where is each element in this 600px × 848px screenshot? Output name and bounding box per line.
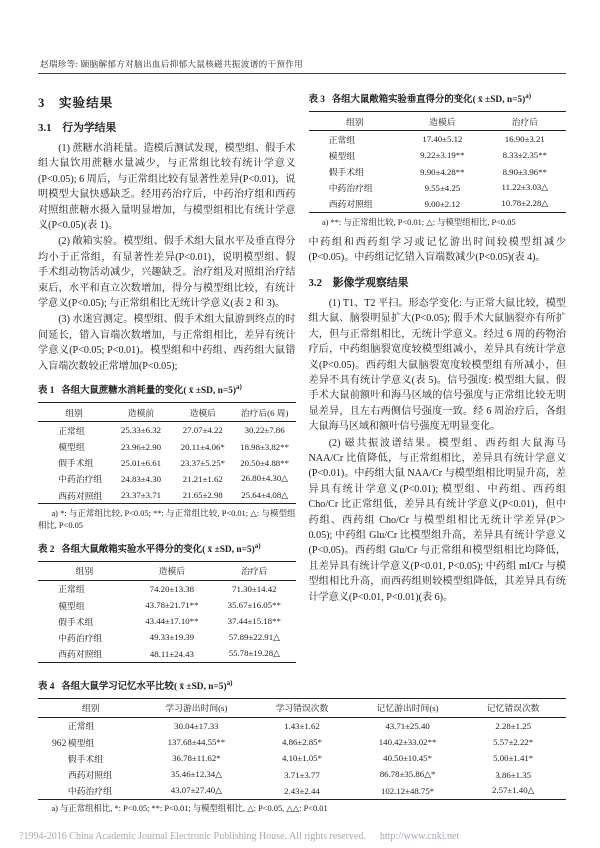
table-cell: 中药治疗组 bbox=[58, 632, 103, 643]
header-divider bbox=[38, 73, 566, 74]
column-header: 记忆游出时间(s) bbox=[355, 698, 461, 717]
section-heading-results: 3 实验结果 bbox=[38, 96, 114, 110]
table-row bbox=[38, 455, 296, 471]
column-header: 组别 bbox=[38, 403, 110, 422]
running-head: 赵瑞珍等: 颐脑解郁方对脑出血后抑郁大鼠核磁共振波谱的干预作用 bbox=[40, 59, 304, 69]
table-row bbox=[38, 646, 296, 663]
table-cell: 9.00±2.12 bbox=[424, 198, 461, 209]
table-cell: 模型组 bbox=[58, 442, 85, 452]
table-stat-note: ( x̄ ±SD, n=5) bbox=[472, 95, 526, 106]
table-header-row bbox=[38, 403, 296, 422]
table-cell: 23.96±2.90 bbox=[120, 441, 161, 452]
two-column-layout bbox=[38, 86, 566, 668]
table-cell: 71.30±14.42 bbox=[232, 583, 277, 594]
table-cell: 23.37±5.25* bbox=[180, 457, 225, 468]
table-row bbox=[309, 131, 567, 148]
column-header: 造模前 bbox=[110, 403, 172, 422]
table-title-text: 各组大鼠敞箱实验水平得分的变化 bbox=[61, 544, 203, 555]
table-row bbox=[38, 422, 296, 439]
table-row bbox=[38, 613, 296, 629]
table-cell: 中药治疗组 bbox=[67, 786, 112, 797]
column-header: 组别 bbox=[38, 698, 144, 717]
table-footnote-marker: a) bbox=[236, 383, 242, 392]
table-title-text: 各组大鼠蔗糖水消耗量的变化 bbox=[61, 386, 184, 397]
table-cell: 55.78±19.28△ bbox=[228, 648, 280, 659]
table-label: 表 1 bbox=[38, 386, 55, 397]
table-cell: 30.22±7.86 bbox=[244, 425, 285, 436]
table-cell: 40.50±10.45* bbox=[383, 753, 432, 764]
table-4-learning-memory bbox=[38, 677, 566, 816]
column-header: 造模后 bbox=[131, 561, 213, 580]
table-3-title bbox=[309, 90, 567, 107]
table-cell: 假手术组 bbox=[58, 616, 94, 627]
table-header-row bbox=[38, 561, 296, 580]
table-1-sucrose-consumption bbox=[38, 381, 296, 533]
subsection-heading-behavior: 3.1 行为学结果 bbox=[38, 122, 117, 134]
table-title-text: 各组大鼠学习记忆水平比较 bbox=[61, 681, 174, 692]
table-1-title bbox=[38, 381, 296, 398]
paragraph-sucrose: (1) 蔗糖水消耗量。造模后测试发现，模型组、假手术组大鼠饮用蔗糖水量减少，与正常组比较有统计学意义(P<0.05); 6 周后，与正常组比较有显著性差异(P<0.01)，说明模型大鼠快感缺乏。经用药治疗后，中药治疗组和西药对照组蔗糖水摄入量明显增加，与模型组相比有统计学意义(P<0.05)(表 1)。 bbox=[38, 143, 296, 232]
table-cell: 8.90±3.96** bbox=[502, 166, 547, 177]
copyright-text: ?1994-2016 China Academic Journal Electronic Publishing House. All rights reserved. bbox=[19, 831, 366, 842]
table-4-title bbox=[38, 677, 566, 694]
column-header: 治疗后 bbox=[484, 112, 566, 131]
table-label: 表 3 bbox=[308, 95, 325, 106]
table-1-footnote: a) *: 与正常组比较, P<0.05; **: 与正常组比较, P<0.01; △: 与模型组相比, P<0.05 bbox=[38, 508, 296, 531]
table-cell: 30.04±17.33 bbox=[174, 720, 219, 731]
table-row bbox=[38, 734, 566, 750]
table-stat-note: ( x̄ ±SD, n=5) bbox=[183, 386, 236, 397]
table-cell: 35.46±12.34△ bbox=[170, 769, 222, 779]
paragraph-water-maze: (3) 水迷宫测定。模型组、假手术组大鼠游到终点的时间延长，错入盲端次数增加，与正常组相比，差异有统计学意义(P<0.05; P<0.01)。模型组和中药组、西药组大鼠错入盲端次数较正常增加(P<0.05); bbox=[38, 314, 296, 372]
left-column bbox=[38, 86, 296, 668]
table-cell: 25.33±6.32 bbox=[120, 425, 161, 436]
table-cell: 5.00±1.41* bbox=[493, 753, 534, 764]
table-cell: 正常组 bbox=[328, 134, 356, 145]
table-row bbox=[38, 438, 296, 454]
table-cell: 5.57±2.22* bbox=[493, 737, 534, 748]
table-cell: 4.10±1.05* bbox=[281, 753, 322, 764]
table-3-footnote: a) **: 与正常组比较, P<0.01; △: 与模型组相比, P<0.05 bbox=[321, 217, 516, 227]
table-cell: 140.42±33.02** bbox=[378, 737, 437, 748]
column-header: 治疗后 bbox=[213, 561, 295, 580]
table-row bbox=[309, 147, 567, 163]
table-cell: 西药对照组 bbox=[328, 199, 373, 210]
table-cell: 21.21±1.62 bbox=[182, 473, 223, 484]
column-header: 记忆错误次数 bbox=[460, 698, 566, 717]
table-title-text: 各组大鼠敞箱实验垂直得分的变化 bbox=[331, 95, 473, 106]
table-row bbox=[309, 180, 567, 196]
table-cell: 21.65±2.98 bbox=[182, 490, 223, 501]
table-cell: 35.67±16.05** bbox=[227, 600, 281, 611]
column-header: 造模后 bbox=[172, 403, 234, 422]
table-row bbox=[38, 597, 296, 613]
table-cell: 3.71±3.77 bbox=[284, 769, 320, 780]
paragraph-open-field: (2) 敞箱实验。模型组、假手术组大鼠水平及垂直得分均小于正常组，有显著性差异(P<0.01)，说明模型组、假手术组动物活动减少，兴趣缺乏。治疗组及对照组治疗结束后，水平和直立次数增加，得分与模型组比较，有统计学意义(P<0.05); 与正常组相比无统计学意义(表 2 和 3)。 bbox=[38, 236, 296, 310]
table-cell: 43.07±27.40△ bbox=[170, 785, 222, 796]
table-cell: 18.98±3.82** bbox=[240, 441, 289, 452]
table-cell: 49.33±19.39 bbox=[149, 632, 195, 643]
table-cell: 25.01±6.61 bbox=[120, 457, 161, 468]
table-cell: 37.44±15.18** bbox=[227, 616, 281, 627]
table-cell: 20.50±4.88** bbox=[240, 457, 289, 468]
column-header: 治疗后(6 周) bbox=[234, 403, 296, 422]
table-row bbox=[309, 196, 567, 213]
table-2-horizontal-score bbox=[38, 540, 296, 663]
table-cell: 1.43±1.62 bbox=[284, 720, 320, 731]
table-cell: 57.89±22.91△ bbox=[228, 631, 280, 642]
table-row bbox=[38, 580, 296, 597]
table-cell: 16.90±3.21 bbox=[504, 134, 545, 145]
table-header-row bbox=[309, 112, 567, 131]
table-cell: 74.20±13.38 bbox=[149, 583, 195, 594]
table-stat-note: ( x̄ ±SD, n=5) bbox=[173, 681, 227, 692]
table-4-grid bbox=[38, 698, 566, 800]
table-cell: 36.78±11.62* bbox=[172, 753, 221, 764]
column-header: 学习错误次数 bbox=[249, 698, 355, 717]
table-2-grid bbox=[38, 561, 296, 663]
table-footnote-marker: a) bbox=[525, 92, 532, 100]
table-cell: 25.64±4.08△ bbox=[241, 489, 288, 500]
table-footnote-marker: a) bbox=[226, 678, 233, 687]
table-cell: 86.78±35.86△* bbox=[379, 769, 436, 779]
table-cell: 26.80±4.30△ bbox=[241, 473, 288, 484]
table-cell: 24.83±4.30 bbox=[120, 473, 161, 484]
table-cell: 43.44±17.10** bbox=[145, 616, 199, 627]
paragraph-t1-t2-scan: (1) T1、T2 平扫。形态学变化: 与正常大鼠比较，模型组大鼠、脑裂明显扩大(P<0.05); 假手术大鼠脑裂亦有所扩大，但与正常组相比，无统计学意义。经过 6 周的药物治疗后，中药组脑裂宽度较模型组减小，差异具有统计学意义(P<0.05)。西药组大鼠脑裂宽度较模型组有所减小，但差异不具有统计学意义(表 5)。信号强度: 模型组大鼠、假手术大鼠前额叶和海马区域的信号强度与正常组比较无明显差异，且左右两侧信号强度一致。经 6 周治疗后，各组大鼠海马区域和额叶信号强度无明显变化。 bbox=[308, 297, 566, 433]
table-cell: 假手术组 bbox=[328, 167, 364, 178]
table-cell: 西药对照组 bbox=[58, 490, 103, 501]
table-row bbox=[38, 750, 566, 766]
table-cell: 137.68±44.55** bbox=[167, 737, 226, 748]
paragraph-water-maze-continued: 中药组和西药组学习或记忆游出时间较模型组减少(P<0.05)。中药组记忆错入盲端数减少(P<0.05)(表 4)。 bbox=[308, 237, 566, 264]
table-row bbox=[38, 471, 296, 487]
table-row bbox=[38, 717, 566, 734]
table-cell: 中药治疗组 bbox=[58, 474, 103, 485]
table-cell: 2.43±2.44 bbox=[284, 785, 320, 796]
table-cell: 中药治疗组 bbox=[328, 183, 373, 194]
table-cell: 正常组 bbox=[58, 584, 85, 595]
copyright-bar bbox=[19, 831, 581, 842]
table-cell: 43.71±25.40 bbox=[385, 720, 430, 731]
table-cell: 3.86±1.35 bbox=[495, 769, 531, 780]
table-cell: 4.86±2.85* bbox=[281, 737, 322, 748]
table-cell: 48.11±24.43 bbox=[149, 648, 194, 659]
table-row bbox=[38, 766, 566, 782]
paragraph-mrs-results: (2) 磁共振波谱结果。模型组、西药组大鼠海马 NAA/Cr 比值降低，与正常组相比，差异具有统计学意义(P<0.01)。中药组大鼠 NAA/Cr 与模型组相比明显升高，差异具有统计学意义(P<0.01); 模型组、中药组、西药组 Cho/Cr 比正常组低，差异具有统计学意义(P<0.01)，但中药组、西药组 Cho/Cr 与模型组相比无统计学差异(P＞0.05); 中药组 Glu/Cr 比模型组升高，差异具有统计学意义(P<0.05)。西药组 Glu/Cr 与正常组和模型组相比均降低，且差异具有统计学意义(P<0.01, P<0.05); 中药组 mI/Cr 与模型组相比升高，而西药组则较模型组降低，其差异具有统计学意义(P<0.01, P<0.01)(表 6)。 bbox=[308, 437, 566, 603]
table-cell: 102.12±48.75* bbox=[380, 785, 435, 796]
table-3-grid bbox=[309, 111, 567, 213]
table-cell: 正常组 bbox=[58, 425, 85, 436]
table-cell: 2.28±1.25 bbox=[495, 720, 531, 731]
table-cell: 23.37±3.71 bbox=[120, 490, 161, 501]
table-cell: 9.90±4.28** bbox=[420, 166, 465, 177]
table-cell: 43.78±21.71** bbox=[145, 600, 199, 611]
table-row bbox=[309, 164, 567, 180]
table-cell: 西药对照组 bbox=[67, 770, 112, 780]
table-1-grid bbox=[38, 402, 296, 504]
table-cell: 假手术组 bbox=[67, 753, 104, 764]
page-content bbox=[38, 86, 566, 821]
page-number: 962 bbox=[52, 738, 67, 749]
column-header: 组别 bbox=[38, 561, 131, 580]
table-row bbox=[38, 487, 296, 504]
table-cell: 27.07±4.22 bbox=[182, 425, 223, 436]
table-2-title bbox=[38, 540, 296, 557]
column-header: 造模后 bbox=[401, 112, 483, 131]
table-label: 表 2 bbox=[38, 544, 55, 555]
table-cell: 9.22±3.19** bbox=[420, 150, 465, 161]
table-cell: 假手术组 bbox=[58, 458, 94, 469]
column-header: 学习游出时间(s) bbox=[144, 698, 250, 717]
table-3-vertical-score bbox=[309, 90, 567, 229]
table-cell: 模型组 bbox=[58, 600, 85, 611]
table-row bbox=[38, 629, 296, 645]
column-header: 组别 bbox=[309, 112, 402, 131]
table-cell: 8.33±2.35** bbox=[502, 150, 547, 161]
table-4-footnote: a) 与正常组相比, *: P<0.05; **: P<0.01; 与模型组相比, △: P<0.05, △△: P<0.01 bbox=[51, 804, 328, 814]
right-column bbox=[309, 86, 567, 668]
table-label: 表 4 bbox=[38, 681, 55, 692]
cnki-link[interactable]: http://www.cnki.net bbox=[379, 831, 460, 842]
table-cell: 10.78±2.28△ bbox=[501, 198, 549, 209]
table-stat-note: ( x̄ ±SD, n=5) bbox=[202, 544, 255, 555]
table-cell: 17.40±5.12 bbox=[422, 134, 463, 145]
table-cell: 西药对照组 bbox=[58, 649, 103, 660]
table-cell: 模型组 bbox=[328, 150, 356, 161]
table-header-row bbox=[38, 698, 566, 717]
table-cell: 20.11±4.06* bbox=[180, 441, 225, 452]
table-cell: 9.55±4.25 bbox=[424, 182, 461, 193]
table-cell: 11.22±3.03△ bbox=[501, 182, 549, 193]
table-row bbox=[38, 783, 566, 800]
table-cell: 模型组 bbox=[67, 737, 95, 748]
table-cell: 正常组 bbox=[67, 721, 95, 732]
table-footnote-marker: a) bbox=[254, 541, 261, 550]
subsection-heading-imaging: 3.2 影像学观察结果 bbox=[308, 276, 409, 289]
table-cell: 2.57±1.40△ bbox=[491, 785, 535, 796]
